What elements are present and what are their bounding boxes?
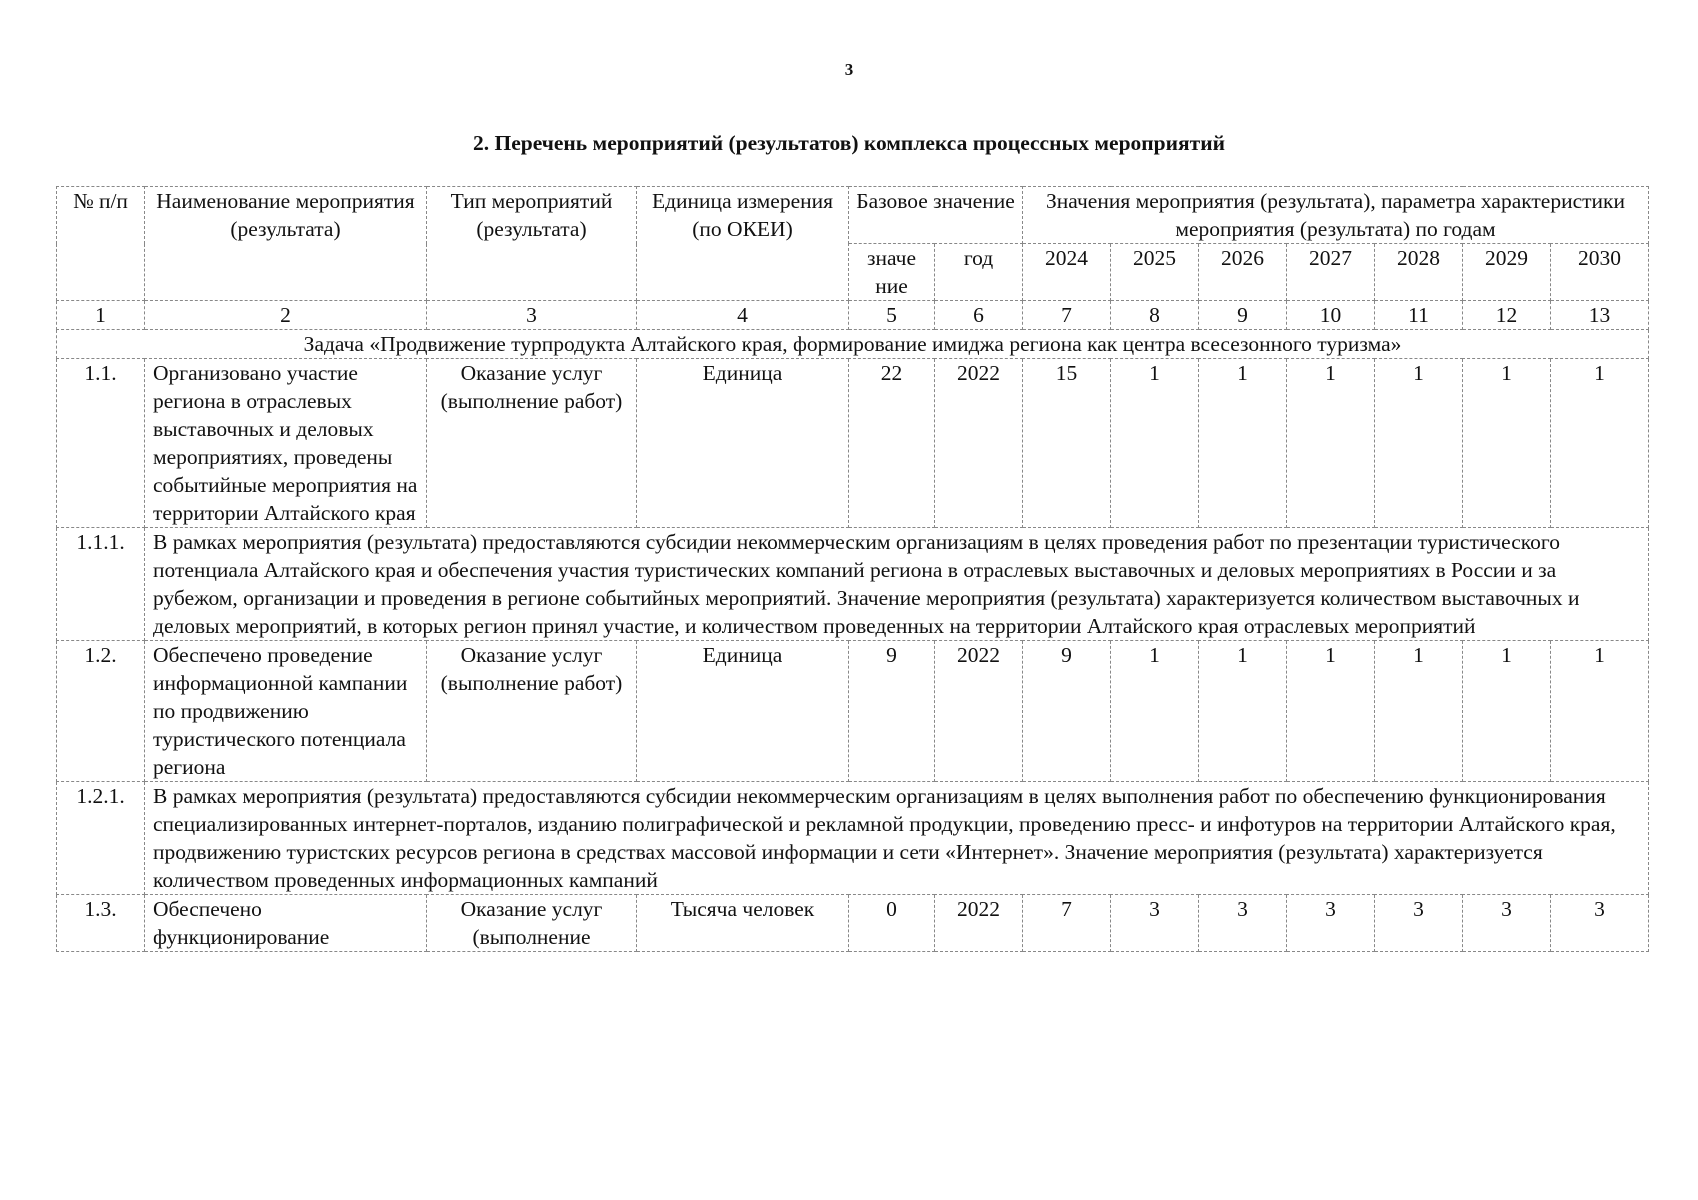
row-value: 1 xyxy=(1551,641,1649,782)
table-row xyxy=(57,782,1649,895)
row-base-year: 2022 xyxy=(935,895,1023,952)
row-type: Оказание услуг (выполнение работ) xyxy=(427,641,637,782)
header-year: 2027 xyxy=(1287,244,1375,301)
row-value: 1 xyxy=(1375,359,1463,528)
row-value: 15 xyxy=(1023,359,1111,528)
row-unit: Тысяча человек xyxy=(637,895,849,952)
column-number: 7 xyxy=(1023,301,1111,330)
row-name: Организовано участие региона в отраслевых выставочных и деловых мероприятиях, проведены событийные мероприятия на территории Алтайского края xyxy=(145,359,427,528)
column-number: 11 xyxy=(1375,301,1463,330)
header-year: 2028 xyxy=(1375,244,1463,301)
row-base-value: 22 xyxy=(849,359,935,528)
column-number: 13 xyxy=(1551,301,1649,330)
row-value: 1 xyxy=(1551,359,1649,528)
table-row xyxy=(57,359,1649,528)
document-title: 2. Перечень мероприятий (результатов) комплекса процессных мероприятий xyxy=(473,131,1225,155)
row-type: Оказание услуг (выполнение работ) xyxy=(427,359,637,528)
column-number: 3 xyxy=(427,301,637,330)
column-number: 9 xyxy=(1199,301,1287,330)
column-number: 8 xyxy=(1111,301,1199,330)
table-row xyxy=(57,528,1649,641)
row-value: 1 xyxy=(1199,359,1287,528)
header-base-value: значе ние xyxy=(849,244,935,301)
header-year: 2026 xyxy=(1199,244,1287,301)
column-number: 5 xyxy=(849,301,935,330)
column-number: 6 xyxy=(935,301,1023,330)
task-title: Задача «Продвижение турпродукта Алтайского края, формирование имиджа региона как центра всесезонного туризма» xyxy=(57,330,1649,359)
row-value: 1 xyxy=(1463,641,1551,782)
row-num: 1.2.1. xyxy=(57,782,145,895)
row-base-year: 2022 xyxy=(935,641,1023,782)
row-num: 1.1. xyxy=(57,359,145,528)
row-value: 1 xyxy=(1111,641,1199,782)
row-description: В рамках мероприятия (результата) предоставляются субсидии некоммерческим организациям в целях выполнения работ по обеспечению функционирования специализированных интернет-порталов, изданию полиграфической и рекламной продукции, проведению пресс- и инфотуров на территории Алтайского края, продвижению туристских ресурсов региона в средствах массовой информации и сети «Интернет». Значение мероприятия (результата) характеризуется количеством проведенных информационных кампаний xyxy=(145,782,1649,895)
row-base-year: 2022 xyxy=(935,359,1023,528)
row-num: 1.2. xyxy=(57,641,145,782)
row-value: 3 xyxy=(1199,895,1287,952)
header-year: 2025 xyxy=(1111,244,1199,301)
row-value: 1 xyxy=(1287,641,1375,782)
row-value: 3 xyxy=(1463,895,1551,952)
header-row xyxy=(57,187,1649,244)
table-row xyxy=(57,641,1649,782)
row-type: Оказание услуг (выполнение xyxy=(427,895,637,952)
row-name: Обеспечено функционирование xyxy=(145,895,427,952)
row-value: 9 xyxy=(1023,641,1111,782)
row-value: 1 xyxy=(1287,359,1375,528)
row-value: 3 xyxy=(1375,895,1463,952)
header-unit: Единица измерения (по ОКЕИ) xyxy=(637,187,849,301)
row-value: 1 xyxy=(1463,359,1551,528)
row-unit: Единица xyxy=(637,359,849,528)
header-num: № п/п xyxy=(57,187,145,301)
row-base-value: 9 xyxy=(849,641,935,782)
row-description: В рамках мероприятия (результата) предоставляются субсидии некоммерческим организациям в целях проведения работ по презентации туристического потенциала Алтайского края и обеспечения участия туристических компаний региона в отраслевых выставочных и деловых мероприятиях в России и за рубежом, организации и проведения в регионе событийных мероприятий. Значение мероприятия (результата) характеризуется количеством выставочных и деловых мероприятий, в которых регион принял участие, и количеством проведенных на территории Алтайского края отраслевых мероприятий xyxy=(145,528,1649,641)
column-number: 1 xyxy=(57,301,145,330)
row-value: 3 xyxy=(1551,895,1649,952)
column-number: 12 xyxy=(1463,301,1551,330)
row-value: 1 xyxy=(1111,359,1199,528)
header-year: 2024 xyxy=(1023,244,1111,301)
row-name: Обеспечено проведение информационной кампании по продвижению туристического потенциала региона xyxy=(145,641,427,782)
page-number: 3 xyxy=(844,60,854,79)
header-base-year: год xyxy=(935,244,1023,301)
row-num: 1.1.1. xyxy=(57,528,145,641)
header-base: Базовое значение xyxy=(849,187,1023,244)
column-number: 4 xyxy=(637,301,849,330)
row-value: 7 xyxy=(1023,895,1111,952)
header-name: Наименование мероприятия (результата) xyxy=(145,187,427,301)
header-type: Тип мероприятий (результата) xyxy=(427,187,637,301)
row-value: 1 xyxy=(1199,641,1287,782)
header-year: 2029 xyxy=(1463,244,1551,301)
row-num: 1.3. xyxy=(57,895,145,952)
row-value: 3 xyxy=(1111,895,1199,952)
row-unit: Единица xyxy=(637,641,849,782)
row-value: 3 xyxy=(1287,895,1375,952)
header-values: Значения мероприятия (результата), параметра характеристики мероприятия (результата) по годам xyxy=(1023,187,1649,244)
column-number: 2 xyxy=(145,301,427,330)
task-row xyxy=(57,330,1649,359)
row-value: 1 xyxy=(1375,641,1463,782)
column-number: 10 xyxy=(1287,301,1375,330)
row-base-value: 0 xyxy=(849,895,935,952)
column-numbers-row xyxy=(57,301,1649,330)
events-table xyxy=(56,186,1649,952)
header-year: 2030 xyxy=(1551,244,1649,301)
table-row xyxy=(57,895,1649,952)
